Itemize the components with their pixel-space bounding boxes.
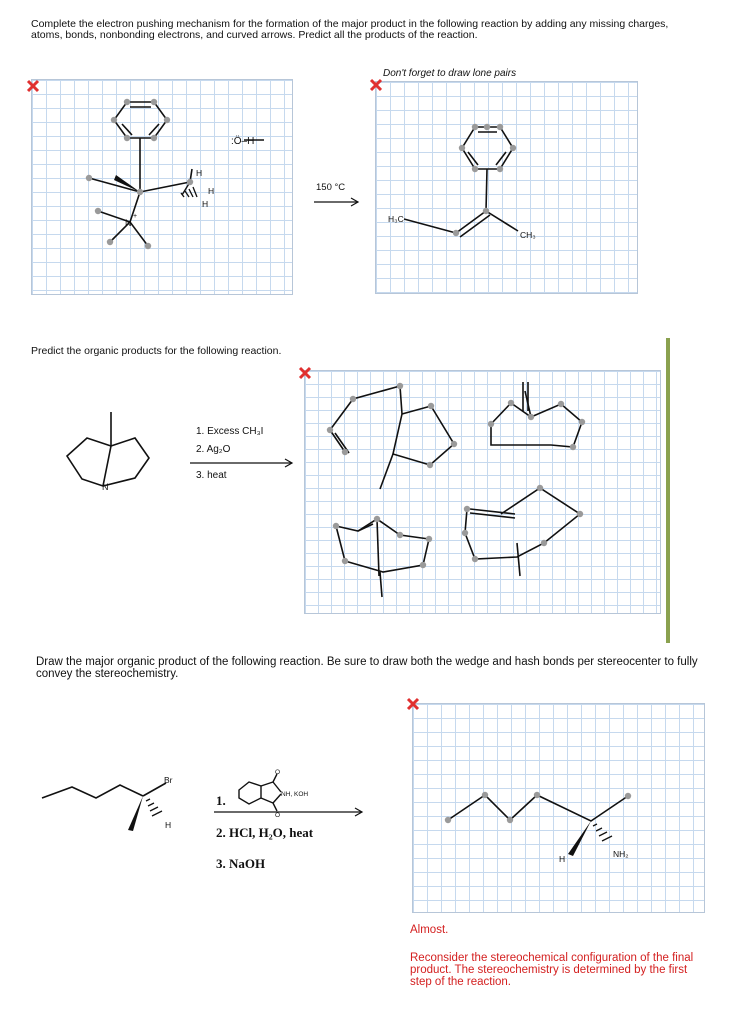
q1-h2-label: H: [202, 199, 209, 209]
q1-h3c-label: H₃C: [388, 214, 404, 224]
q3-product-nh2-label: NH₂: [613, 849, 629, 859]
q1-reaction-arrow: [312, 196, 362, 208]
q3-nh-koh-label: NH, KOH: [281, 791, 309, 798]
q3-product-h-label: H: [559, 854, 566, 864]
q3-product-drawing: [413, 704, 706, 914]
q1-hint: Don't forget to draw lone pairs: [383, 68, 517, 79]
q1-oh-label: :Ö–H: [231, 136, 255, 147]
incorrect-x-icon: [298, 366, 312, 380]
incorrect-x-icon: [406, 697, 420, 711]
q3-o2-label: O: [275, 812, 281, 819]
q2-product-drawing: [305, 371, 662, 615]
q2-step2: 2. Ag₂O: [196, 444, 231, 455]
q2-reaction-arrow: [188, 457, 298, 469]
section-divider: [666, 338, 670, 643]
q3-step2: 2. HCl, H₂O, heat: [216, 825, 314, 840]
q2-step1: 1. Excess CH₃I: [196, 426, 264, 437]
q3-product-canvas[interactable]: [412, 703, 705, 913]
q1-product-drawing: [376, 82, 639, 295]
q2-n-label: N: [102, 482, 109, 492]
q3-conditions: [212, 790, 372, 880]
q3-step1: 1.: [216, 793, 226, 808]
q1-reactant-drawing: [32, 80, 294, 296]
q1-n-label: N: [125, 218, 132, 228]
q1-reactant-canvas[interactable]: [31, 79, 293, 295]
q1-product-canvas[interactable]: [375, 81, 638, 294]
q1-h1-label: H: [196, 168, 203, 178]
incorrect-x-icon: [369, 78, 383, 92]
q2-product-canvas[interactable]: [304, 370, 661, 614]
q3-instructions: Draw the major organic product of the following reaction. Be sure to draw both the wedge and hash bonds per stereocenter to fully convey the stereochemistry.: [36, 656, 698, 680]
q3-step3: 3. NaOH: [216, 856, 266, 871]
q1-condition: 150 °C: [316, 182, 346, 193]
q3-h-label: H: [165, 820, 172, 830]
q3-reactant-drawing: [38, 774, 188, 844]
q3-o1-label: O: [275, 769, 281, 776]
q3-br-label: Br: [164, 775, 173, 785]
q3-feedback-message: Reconsider the stereochemical configuration of the final product. The stereochemistry is determined by the first step of the reaction.: [410, 952, 694, 988]
q2-reactant-drawing: [55, 408, 155, 492]
incorrect-x-icon: [26, 79, 40, 93]
q3-feedback-status: Almost.: [410, 924, 449, 936]
q1-instructions: Complete the electron pushing mechanism for the formation of the major product in the following reaction by adding any missing charges, atoms, bonds, nonbonding electrons, and curved arrows. Predict all the products of the reaction.: [31, 18, 669, 41]
q2-step3: 3. heat: [196, 470, 227, 481]
q1-h3-label: H: [208, 186, 215, 196]
q1-ch3-label: CH₃: [520, 230, 536, 240]
q1-charge-label: +: [133, 213, 138, 220]
q2-instructions: Predict the organic products for the following reaction.: [31, 345, 282, 357]
